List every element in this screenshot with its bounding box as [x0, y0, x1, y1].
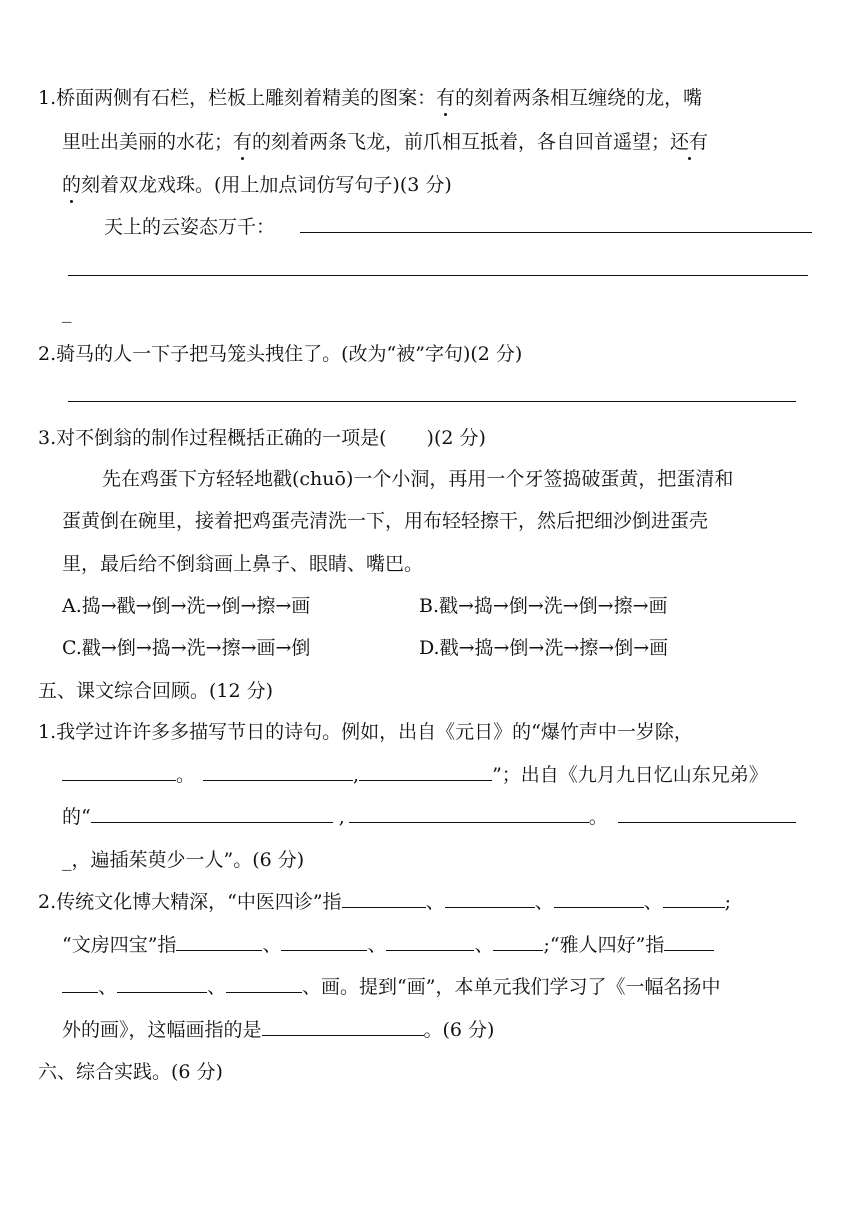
- q2-answer-line[interactable]: [68, 401, 796, 402]
- punctuation: 、: [98, 976, 118, 998]
- section-5-heading: 五、课文综合回顾。(12 分): [38, 680, 274, 702]
- q1-prompt: 天上的云姿态万千：: [104, 216, 276, 238]
- punctuation: ,: [338, 806, 345, 828]
- diagnosis-blank-1[interactable]: [342, 889, 426, 908]
- poem-blank-5[interactable]: [349, 804, 589, 823]
- punctuation: ;: [724, 891, 732, 913]
- poem-blank-6[interactable]: [618, 804, 796, 823]
- q3-stem-score: )(2 分): [426, 427, 486, 449]
- dotted-word: 的: [62, 174, 82, 196]
- q1-text: 里吐出美丽的水花；: [62, 131, 234, 153]
- q1-line-1: [38, 85, 702, 111]
- q3-paragraph-line-1: 先在鸡蛋下方轻轻地戳(chuō)一个小洞，再用一个牙签捣破蛋黄，把蛋清和: [102, 468, 734, 490]
- q1-text: 刻着双龙戏珠。(用上加点词仿写句子)(3 分): [81, 174, 452, 196]
- punctuation: 、: [262, 934, 282, 956]
- sec5-q2-line-1: [38, 889, 731, 915]
- sec5-q1-line-3: [62, 804, 796, 830]
- sec5-q1-line-1: 1.我学过许许多多描写节日的诗句。例如，出自《元日》的“爆竹声中一岁除，: [38, 721, 693, 743]
- q2-text: 。(6 分): [423, 1019, 495, 1041]
- punctuation: 、: [207, 976, 227, 998]
- poem-blank-4[interactable]: [91, 804, 333, 823]
- q1-text: 的“: [62, 806, 91, 828]
- painting-blank[interactable]: [262, 1017, 424, 1036]
- q3-option-d[interactable]: D.戳→捣→倒→洗→擦→倒→画: [419, 637, 669, 659]
- dotted-word: 有: [436, 87, 456, 109]
- punctuation: 、: [474, 934, 494, 956]
- hobby-blank-3[interactable]: [226, 974, 302, 993]
- q1-text: 的刻着两条飞龙，前爪相互抵着，各自回首遥望；: [252, 131, 671, 153]
- punctuation: 、: [643, 891, 663, 913]
- diagnosis-blank-4[interactable]: [663, 889, 725, 908]
- poem-blank-1[interactable]: [62, 762, 176, 781]
- study-blank-1[interactable]: [176, 932, 262, 951]
- punctuation: 。: [588, 806, 608, 828]
- section-6-heading: 六、综合实践。(6 分): [38, 1061, 223, 1083]
- q1-tail: _: [62, 301, 72, 323]
- punctuation: 、: [534, 891, 554, 913]
- sec5-q2-line-4: [62, 1017, 494, 1043]
- hobby-blank-1[interactable]: [664, 932, 714, 951]
- q3-option-c[interactable]: C.戳→倒→捣→洗→擦→画→倒: [62, 637, 311, 659]
- q3-paragraph-line-2: 蛋黄倒在碗里，接着把鸡蛋壳清洗一下，用布轻轻擦干，然后把细沙倒进蛋壳: [62, 510, 709, 532]
- q1-line-3: [62, 172, 452, 198]
- q3-stem: [38, 425, 486, 451]
- q1-line-2: [62, 129, 708, 155]
- hobby-blank-2[interactable]: [117, 974, 207, 993]
- q3-option-b[interactable]: B.戳→捣→倒→洗→倒→擦→画: [419, 595, 668, 617]
- q1-text: 1.桥面两侧有石栏，栏板上雕刻着精美的图案：: [38, 87, 437, 109]
- dotted-word: 有: [233, 131, 253, 153]
- q2-text: 2.骑马的人一下子把马笼头拽住了。(改为“被”字句)(2 分): [38, 343, 523, 365]
- q3-stem-text: 3.对不倒翁的制作过程概括正确的一项是(: [38, 427, 387, 449]
- poem-blank-2[interactable]: [203, 762, 353, 781]
- q2-text: 外的画》，这幅画指的是: [62, 1019, 262, 1041]
- punctuation: 、: [367, 934, 387, 956]
- diagnosis-blank-3[interactable]: [554, 889, 644, 908]
- study-blank-2[interactable]: [281, 932, 367, 951]
- q1-text: ”；出自《九月九日忆山东兄弟》: [492, 764, 768, 786]
- q3-option-a[interactable]: A.捣→戳→倒→洗→倒→擦→画: [62, 595, 311, 617]
- q2-text: 2.传统文化博大精深，“中医四诊”指: [38, 891, 342, 913]
- punctuation: 。: [176, 764, 196, 786]
- sec5-q1-line-4: _，遍插茱萸少一人”。(6 分): [62, 849, 305, 871]
- punctuation: ;: [543, 934, 550, 956]
- poem-blank-3[interactable]: [359, 762, 492, 781]
- q1-answer-line-2[interactable]: [68, 275, 808, 276]
- study-blank-3[interactable]: [386, 932, 474, 951]
- q1-answer-line-1[interactable]: [300, 232, 812, 233]
- q2-text: 、画。提到“画”，本单元我们学习了《一幅名扬中: [302, 976, 721, 998]
- sec5-q2-line-3: [62, 974, 720, 1000]
- study-blank-4[interactable]: [493, 932, 543, 951]
- q2-text: “文房四宝”指: [62, 934, 177, 956]
- diagnosis-blank-2[interactable]: [445, 889, 535, 908]
- dotted-word: 还有: [670, 131, 709, 153]
- punctuation: 、: [425, 891, 445, 913]
- sec5-q1-line-2: [62, 762, 768, 788]
- hobby-blank-1-cont[interactable]: [62, 974, 98, 993]
- punctuation: ,: [353, 764, 360, 786]
- q3-paragraph-line-3: 里，最后给不倒翁画上鼻子、眼睛、嘴巴。: [62, 553, 424, 575]
- q2-text: “雅人四好”指: [549, 934, 665, 956]
- q1-text: 的刻着两条相互缠绕的龙，嘴: [455, 87, 703, 109]
- sec5-q2-line-2: [62, 932, 714, 958]
